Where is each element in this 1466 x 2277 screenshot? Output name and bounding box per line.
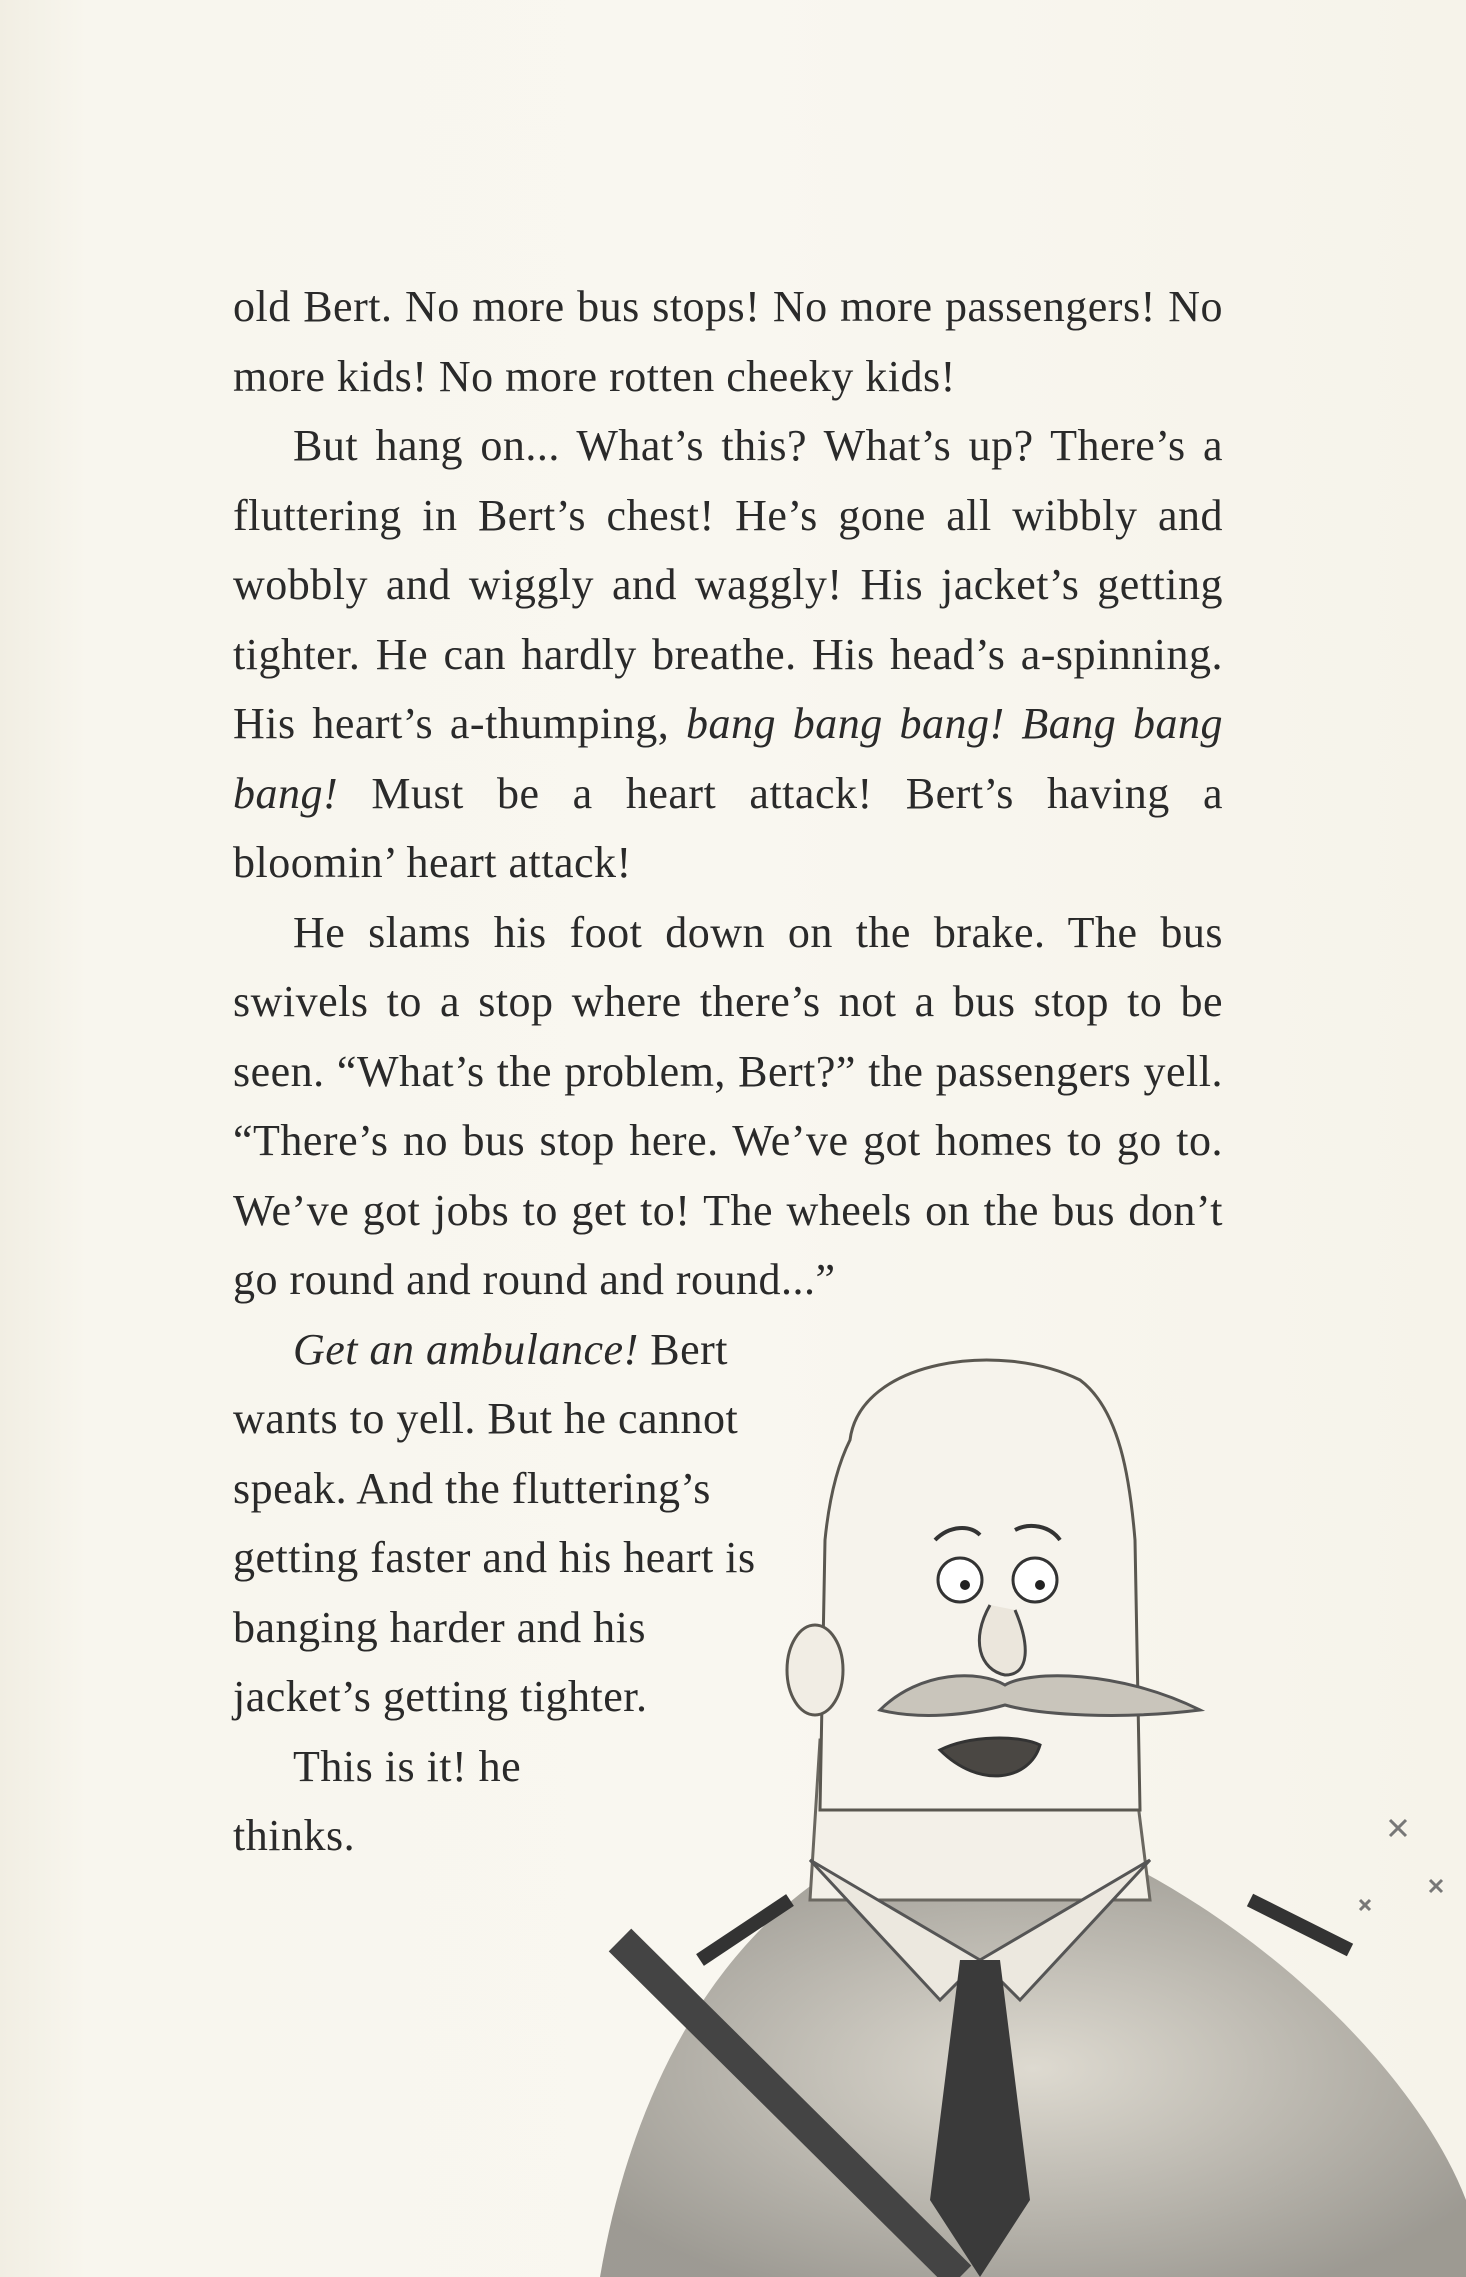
paragraph-1-text: old Bert. No more bus stops! No more passengers! No more kids! No more rotten cheeky kids! xyxy=(233,282,1223,401)
paragraph-2 xyxy=(233,411,1223,898)
paragraph-1 xyxy=(233,272,1223,411)
paragraph-2-italic: bang bang bang! Bang bang bang! xyxy=(233,699,1224,818)
paragraph-2-after: Must be a heart attack! Bert’s having a bloomin’ heart attack! xyxy=(233,768,1223,887)
moustache xyxy=(880,1676,1200,1716)
paragraph-4-italic: Get an ambulance! xyxy=(293,1324,639,1374)
right-eye xyxy=(1013,1558,1057,1602)
bus-driver-illustration xyxy=(560,1340,1466,2277)
epaulette-right xyxy=(1250,1900,1350,1950)
paragraph-4-after: Bert wants to yell. But he cannot speak. And the fluttering’s getting faster and his heart is banging harder and his jacket’s getting tighter. xyxy=(233,1324,756,1721)
paragraph-3-text: He slams his foot down on the brake. The bus swivels to a stop where there’s not a bus stop to be seen. “What’s the problem, Bert?” the passengers yell. “There’s no bus stop here. We’ve got homes to go to. We’ve got jobs to get to! The wheels on the bus don’t go round and round and round...” xyxy=(233,907,1223,1304)
paragraph-5-text: This is it! he thinks. xyxy=(233,1741,522,1860)
left-eye xyxy=(938,1558,982,1602)
nose xyxy=(979,1605,1025,1675)
paragraph-3 xyxy=(233,898,1223,1315)
paragraph-2-text: But hang on... What’s this? What’s up? There’s a fluttering in Bert’s chest! He’s gone all wibbly and wobbly and wiggly and waggly! His jacket’s getting tighter. He can hardly breathe. His head’s a-spinning. His heart’s a-thumping, xyxy=(233,421,1223,748)
ear xyxy=(787,1625,843,1715)
sparkles xyxy=(1360,1820,1442,1910)
